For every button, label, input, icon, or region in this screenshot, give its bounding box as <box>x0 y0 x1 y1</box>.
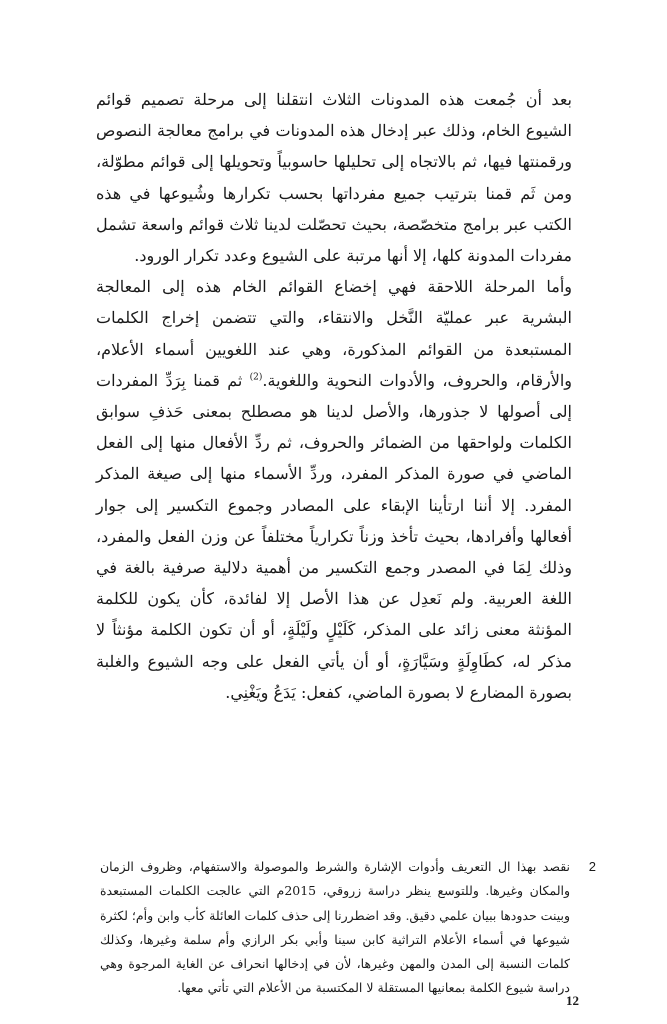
paragraph-1: بعد أن جُمعت هذه المدونات الثلاث انتقلنا إلى مرحلة تصميم قوائم الشيوع الخام، وذلك عبر إدخال هذه المدونات في برامج معالجة النصوص ورقمنتها فيها، ثم بالاتجاه إلى تحليلها حاسوبياً وتحويلها إلى قوائم مطوّلة، ومن ثَم قمنا بترتيب جميع مفرداتها بحسب تكرارها وشُيوعها في هذه الكتب عبر برامج متخصّصة، بحيث تحصّلت لدينا ثلاث قوائم واسعة تشمل مفردات المدونة كلها، إلا أنها مرتبة على الشيوع وعدد تكرار الورود. <box>96 90 572 266</box>
footnote-reference[interactable]: (2) <box>249 372 263 383</box>
paragraph-2-part-1: وأما المرحلة اللاحقة فهي إخضاع القوائم الخام هذه إلى المعالجة البشرية عبر عمليّة النَّخل والانتقاء، والتي تتضمن إخراج الكلمات المستبعدة من القوائم المذكورة، وهي عند اللغويين أسماء الأعلام، والأرقام، والحروف، والأدوات النحوية واللغوية. <box>96 277 573 390</box>
paragraph-2 <box>96 271 572 708</box>
paragraph-2-part-2: ثم قمنا بِرَدِّ المفردات إلى أصولها لا جذورها، والأصل لدينا هو مصطلح بمعنى حَذفِ سوابق الكلمات ولواحقها من الضمائر والحروف، ثم ردِّ الأفعال منها إلى الفعل الماضي في صورة المذكر المفرد، وردِّ الأسماء منها إلى صيغة المذكر المفرد. إلا أننا ارتأينا الإبقاء على المصادر وجموع التكسير إلى جوار أفعالها وأفرادها، بحيث تأخذ وزناً تكرارياً مختلفاً عن وزن الفعل والمفرد، وذلك لِمَا في المصدر وجمع التكسير من أهمية دلالية صرفية بالغة في اللغة العربية. ولم نَعدِل عن هذا الأصل إلا لفائدة، كأن يكون للكلمة المؤنثة معنى زائد على المذكر، كَلَيْلٍ ولَيْلَةٍ، أو أن تكون الكلمة مؤنثاً لا مذكر له، كطَاوِلَةٍ وسَيَّارَةٍ، أو أن يأتي الفعل على وجه الشيوع والغلبة بصورة المضارع لا بصورة الماضي، كفعل: يَدَعُ ويَغْنِي. <box>96 370 572 702</box>
main-text <box>96 84 572 708</box>
footnote-number: 2 <box>588 859 596 874</box>
footnote-text: نقصد بهذا ال التعريف وأدوات الإشارة والشرط والموصولة والاستفهام، وظروف الزمان والمكان وغيرها. وللتوسع ينظر دراسة زروقي، 2015م التي عالجت الكلمات المستبعدة وبينت حدودها ببيان علمي دقيق. وقد اضطررنا إلى حذف كلمات العائلة كأب وابن وأم؛ لكثرة شيوعها في أسماء الأعلام التراثية كابن سينا وأبي بكر الرازي وأم سلمة وغيرها، وكذلك كلمات النسبة إلى المدن والمهن وغيرها، لأن في إدخالها انحراف عن الغاية المرجوة وهي دراسة شيوع الكلمة بمعانيها المستقلة لا المكتسبة من الأعلام التي تأتي معها. <box>100 859 571 996</box>
page-number: 12 <box>566 993 579 1008</box>
